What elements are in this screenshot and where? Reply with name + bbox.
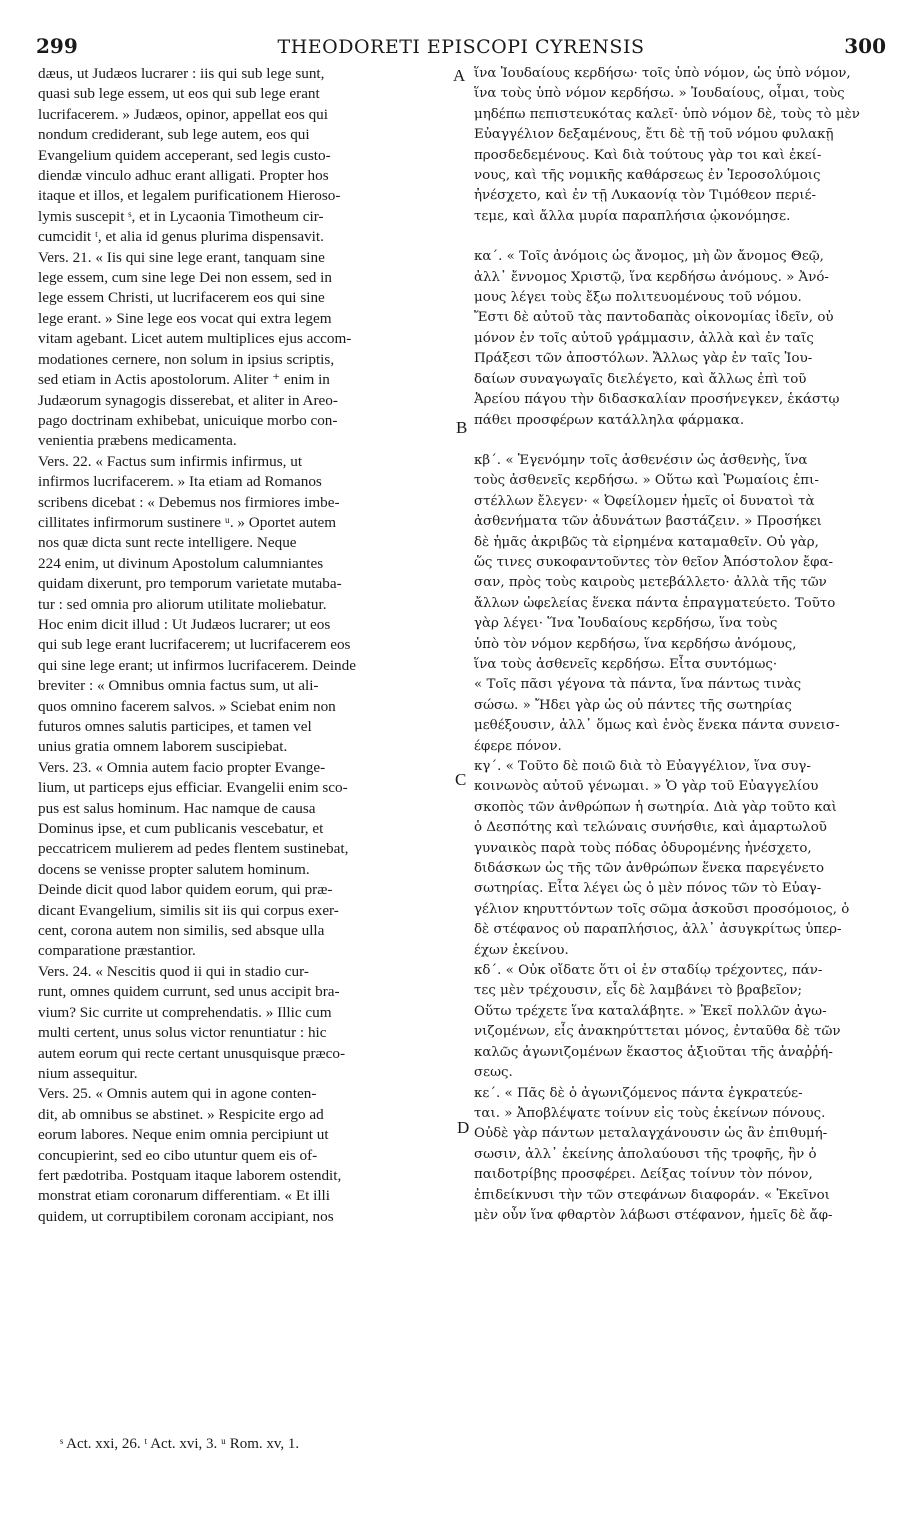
page-number-right: 300 xyxy=(844,34,886,58)
margin-letter-b: B xyxy=(456,418,468,437)
latin-paragraph: Vers. 25. « Omnis autem qui in agone conten- dit, ab omnibus se abstinet. » Respicite ergo ad eorum labores. Neque enim omnia percipiunt ut concupierint, sed eo cibo utuntur quem eis of- fert pædotriba. Postquam itaque laborem ostendit, monstrat etiam coronarum differentiam. « Et illi quidem, ut corruptibilem coronam accipiant, nos xyxy=(38,1085,342,1225)
greek-paragraph: κα΄. « Τοῖς ἀνόμοις ὡς ἄνομος, μὴ ὢν ἄνομος Θεῷ, ἀλλ᾽ ἔννομος Χριστῷ, ἵνα κερδήσω ἀνόμους. » Ἀνό- μους λέγει τοὺς ἔξω πολιτευομένους τοῦ νόμου. Ἔστι δὲ αὐτοῦ τὰς παντοδαπὰς οἰκονομίας ἰδεῖν, οὐ μόνον ἐν τοῖς αὐτοῦ γράμμασιν, ἀλλὰ καὶ ἐν ταῖς Πράξεσι τῶν ἀποστόλων. Ἄλλως γὰρ ἐν ταῖς Ἰου- δαίων συναγωγαῖς διελέγετο, καὶ ἄλλως ἐπὶ τοῦ Ἀρείου πάγου τὴν διδασκαλίαν προσήνεγκεν, ἑκάστῳ πάθει προσφέρων κατάλληλα φάρμακα. xyxy=(474,249,840,428)
margin-letter-d: D xyxy=(457,1118,470,1137)
greek-column xyxy=(474,64,888,1226)
greek-paragraph: κβ΄. « Ἐγενόμην τοῖς ἀσθενέσιν ὡς ἀσθενὴς, ἵνα τοὺς ἀσθενεῖς κερδήσω. » Οὕτω καὶ Ῥωμαίοις ἐπι- στέλλων ἔλεγεν· « Ὀφείλομεν ἡμεῖς οἱ δυνατοὶ τὰ ἀσθενήματα τῶν ἀδυνάτων βαστάζειν. » Προσήκει δὲ ἡμᾶς ἀκριβῶς τὰ εἰρημένα καταμαθεῖν. Οὐ γὰρ, ὥς τινες συκοφαντοῦντες τὸν θεῖον Ἀπόστολον ἔφα- σαν, πρὸς τοὺς καιροὺς μετεβάλλετο· ἀλλὰ τῆς τῶν ἄλλων ὠφελείας ἕνεκα πάντα ἐπραγματεύετο. Τοῦτο γὰρ λέγει· Ἵνα Ἰουδαίους κερδήσω, ἵνα τοὺς ὑπὸ τὸν νόμον κερδήσω, ἵνα κερδήσω ἀνόμους, ἵνα τοὺς ἀσθενεῖς κερδήσω. Εἶτα συντόμως· « Τοῖς πᾶσι γέγονα τὰ πάντα, ἵνα πάντως τινὰς σώσω. » Ἤδει γὰρ ὡς οὐ πάντες τῆς σωτηρίας μεθέξουσιν, ἀλλ᾽ ὅμως καὶ ἑνὸς ἕνεκα πάντα συνεισ- έφερε πόνον. xyxy=(474,452,840,754)
greek-paragraph: κγ΄. « Τοῦτο δὲ ποιῶ διὰ τὸ Εὐαγγέλιον, ἵνα συγ- κοινωνὸς αὐτοῦ γένωμαι. » Ὁ γὰρ τοῦ Εὐαγγελίου σκοπὸς τῶν ἀνθρώπων ἡ σωτηρία. Διὰ γὰρ τοῦτο καὶ ὁ Δεσπότης καὶ τελώναις συνήσθιε, καὶ ἁμαρτωλοῦ γυναικὸς παρὰ τοὺς πόδας ὀδυρομένης ἠνέσχετο, διδάσκων ὡς τῆς τῶν ἀνθρώπων ἕνεκα παρεγένετο σωτηρίας. Εἶτα λέγει ὡς ὁ μὲν πόνος τῶν τὸ Εὐαγ- γέλιον κηρυττόντων τοῖς σῶμα ἀσκοῦσι προσόμοιος, ὁ δὲ στέφανος οὐ παραπλήσιος, ἀλλ᾽ ἀσυγκρίτως ὑπερ- έχων ἐκείνου. xyxy=(474,759,850,958)
footnotes: ˢ Act. xxi, 26. ᵗ Act. xvi, 3. ᵘ Rom. xv, 1. xyxy=(60,1436,300,1452)
greek-paragraph: κδ΄. « Οὐκ οἴδατε ὅτι οἱ ἐν σταδίῳ τρέχοντες, πάν- τες μὲν τρέχουσιν, εἷς δὲ λαμβάνει τὸ βραβεῖον; Οὕτω τρέχετε ἵνα καταλάβητε. » Ἐκεῖ πολλῶν ἀγω- νιζομένων, εἷς ἀνακηρύττεται μόνος, ἐνταῦθα δὲ τῶν καλῶς ἀγωνιζομένων ἕκαστος ἀξιοῦται τῆς ἀναῤῥή- σεως. xyxy=(474,963,841,1081)
greek-paragraph: κε΄. « Πᾶς δὲ ὁ ἀγωνιζόμενος πάντα ἐγκρατεύε- ται. » Ἀποβλέψατε τοίνυν εἰς τοὺς ἐκείνων πόνους. Οὐδὲ γὰρ πάντων μεταλαγχάνουσιν ὡς ἂν ἐπιθυμή- σωσιν, ἀλλ᾽ ἐκείνης ἀπολαύουσι τῆς τροφῆς, ἣν ὁ παιδοτρίβης προσφέρει. Δείξας τοίνυν τὸν πόνον, ἐπιδείκνυσι τὴν τῶν στεφάνων διαφοράν. « Ἐκεῖνοι μὲν οὖν ἵνα φθαρτὸν λάβωσι στέφανον, ἡμεῖς δὲ ἄφ- xyxy=(474,1085,833,1223)
page-number-left: 299 xyxy=(36,34,78,58)
margin-letter-a: A xyxy=(453,66,466,85)
margin-letter-c: C xyxy=(455,770,467,789)
latin-paragraph: Vers. 23. « Omnia autem facio propter Evange- lium, ut particeps ejus efficiar. Evangelii enim sco- pus est salus hominum. Hac namque de causa Dominus ipse, et cum publicanis vescebatur, et peccatricem mulierem ad pedes flentem sustinebat, docens se venisse propter salutem hominum. Deinde dicit quod labor quidem eorum, qui præ- dicant Evangelium, similis sit iis qui corpus exer- cent, corona autem non similis, sed absque ulla comparatione præstantior. xyxy=(38,758,349,960)
latin-paragraph: dæus, ut Judæos lucrarer : iis qui sub lege sunt, quasi sub lege essem, ut eos qui sub lege erant lucrifacerem. » Judæos, opinor, appellat eos qui nondum crediderant, sub lege autem, eos qui Evangelium quidem acceperant, sed legis custo- diendæ vinculo adhuc erant alligati. Propter hos itaque et illos, et legalem purificationem Hieroso- lymis suscepit ˢ, et in Lycaonia Timotheum cir- cumcidit ᵗ, et alia id genus plurima dispensavit. xyxy=(38,65,341,246)
paragraph-gap xyxy=(474,431,888,451)
latin-column xyxy=(38,64,458,1227)
running-header xyxy=(36,34,886,62)
paragraph-gap xyxy=(474,227,888,247)
greek-paragraph: ἵνα Ἰουδαίους κερδήσω· τοῖς ὑπὸ νόμον, ὡς ὑπὸ νόμον, ἵνα τοὺς ὑπὸ νόμον κερδήσω. » Ἰουδαίους, οἶμαι, τοὺς μηδέπω πεπιστευκότας καλεῖ· ὑπὸ νόμον δὲ, τοὺς τὸ μὲν Εὐαγγέλιον δεξαμένους, ἔτι δὲ τῇ τοῦ νόμου φυλακῇ προσδεδεμένους. Καὶ διὰ τούτους γὰρ τοι καὶ ἐκεί- νους, καὶ τῆς νομικῆς καθάρσεως ἐν Ἱεροσολύμοις ἠνέσχετο, καὶ ἐν τῇ Λυκαονίᾳ τὸν Τιμόθεον περιέ- τεμε, καὶ ἄλλα μυρία παραπλήσια ᾠκονόμησε. xyxy=(474,66,860,224)
latin-paragraph: Vers. 24. « Nescitis quod ii qui in stadio cur- runt, omnes quidem currunt, sed unus accipit bra- vium? Sic currite ut comprehendatis. » Illic cum multi certent, unus solus victor renuntiatur : hic autem eorum qui recte certant unusquisque præco- nium assequitur. xyxy=(38,962,346,1082)
running-title: THEODORETI EPISCOPI CYRENSIS xyxy=(277,36,645,58)
latin-paragraph: Vers. 22. « Factus sum infirmis infirmus, ut infirmos lucrifacerem. » Ita etiam ad Romanos scribens dicebat : « Debemus nos firmiores imbe- cillitates infirmorum sustinere ᵘ. » Oportet autem nos quæ dicta sunt recte intelligere. Neque 224 enim, ut divinum Apostolum calumniantes quidam dixerunt, pro temporum varietate mutaba- tur : sed omnia pro aliorum utilitate moliebatur. Hoc enim dicit illud : Ut Judæos lucrarer; ut eos qui sub lege erant lucrifacerem; ut lucrifacerem eos qui sine lege erant; ut infirmos lucrifacerem. Deinde breviter : « Omnibus omnia factus sum, ut ali- quos omnino facerem salvos. » Sciebat enim non futuros omnes salutis participes, et tamen vel unius gratia omnem laborem suscipiebat. xyxy=(38,452,356,756)
latin-paragraph: Vers. 21. « Iis qui sine lege erant, tanquam sine lege essem, cum sine lege Dei non essem, sed in lege essem Christi, ut lucrifacerem eos qui sine lege erant. » Sine lege eos vocat qui extra legem vitam agebant. Licet autem multiplices ejus accom- modationes cernere, non solum in ipsius scriptis, sed etiam in Actis apostolorum. Aliter ⁺ enim in Judæorum synagogis disserebat, et aliter in Areo- pago doctrinam exhibebat, unicuique morbo con- venientia præbens medicamenta. xyxy=(38,248,352,450)
